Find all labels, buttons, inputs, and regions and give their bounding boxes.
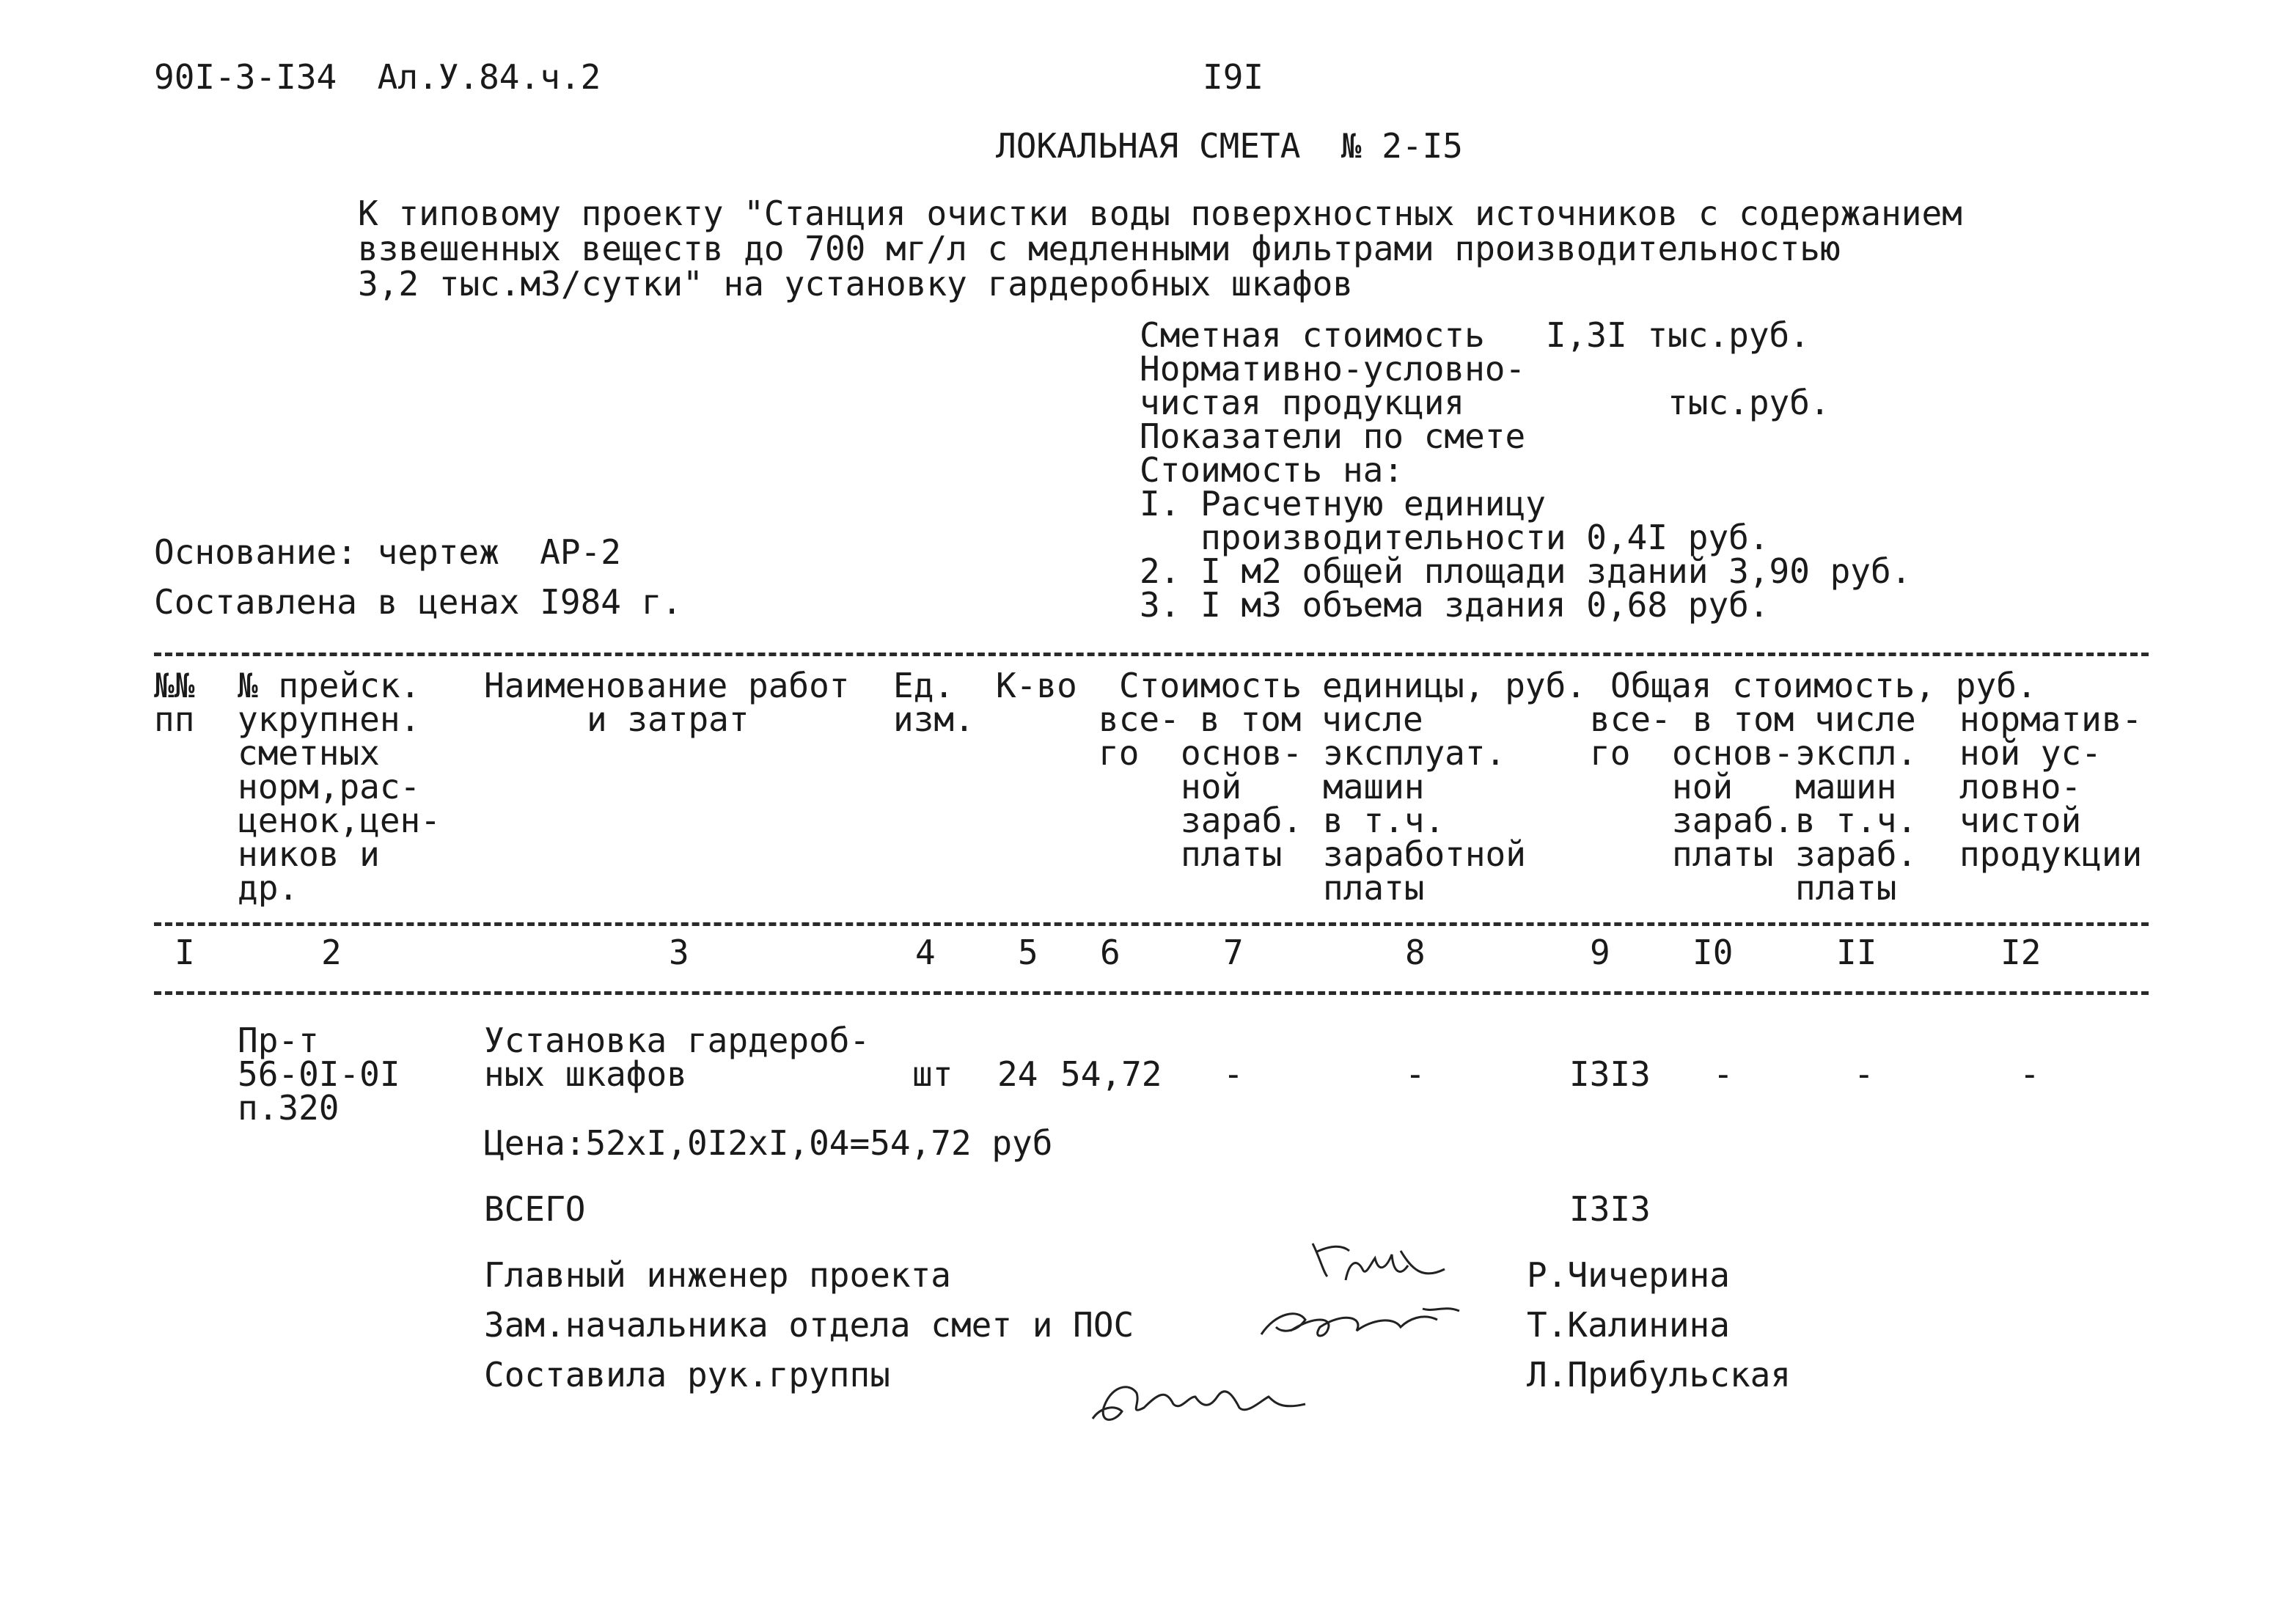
handwritten-signature-2 <box>1254 1298 1474 1349</box>
basis-drawing: Основание: чертеж АР-2 <box>154 532 621 572</box>
header-bottom-rule <box>154 922 2149 926</box>
summary-line: производительности 0,4I руб. <box>1140 518 1769 557</box>
total-label: ВСЕГО <box>484 1189 586 1229</box>
row-unit: шт <box>912 1054 953 1094</box>
header-col2: укрупнен. <box>238 699 421 739</box>
header-col2: ценок,цен- <box>238 801 441 840</box>
header-total-machines: экспл. <box>1795 733 1918 773</box>
handwritten-signature-1 <box>1305 1236 1452 1295</box>
header-col3: и затрат <box>587 699 749 739</box>
header-col1: №№ <box>154 666 195 705</box>
summary-line: 2. I м2 общей площади зданий 3,90 руб. <box>1140 551 1912 591</box>
document-code: 90I-3-I34 Ал.У.84.ч.2 <box>154 57 601 97</box>
document-title: ЛОКАЛЬНАЯ СМЕТА № 2-I5 <box>996 126 1463 166</box>
header-normative: норматив- <box>1959 699 2143 739</box>
header-total-wages: ной <box>1672 767 1734 806</box>
row-quantity: 24 <box>997 1054 1038 1094</box>
row-code: Пр-т <box>238 1021 319 1060</box>
column-number: 7 <box>1223 933 1244 972</box>
header-col2: ников и <box>238 834 380 874</box>
column-number: 4 <box>915 933 936 972</box>
header-unit-wages: ной <box>1181 767 1242 806</box>
header-col2: норм,рас- <box>238 767 421 806</box>
header-col2: др. <box>238 868 299 908</box>
column-number: 9 <box>1590 933 1610 972</box>
header-unit-wages: платы <box>1181 834 1283 874</box>
column-number: I <box>175 933 195 972</box>
header-col1: пп <box>154 699 195 739</box>
row-name: ных шкафов <box>484 1054 687 1094</box>
column-number: 3 <box>669 933 689 972</box>
header-unit-wages: зараб. <box>1181 801 1303 840</box>
header-total-incl: в том числе <box>1692 699 1916 739</box>
header-unit-incl: в том числе <box>1200 699 1423 739</box>
header-normative: ловно- <box>1959 767 2082 806</box>
header-unit-machines: в т.ч. <box>1323 801 1445 840</box>
header-total-total: все- <box>1590 699 1671 739</box>
numbers-bottom-rule <box>154 991 2149 995</box>
header-total-cost: Общая стоимость, руб. <box>1610 666 2037 705</box>
column-number: I0 <box>1692 933 1734 972</box>
row-normative: - <box>2020 1054 2040 1094</box>
row-unit-machines: - <box>1405 1054 1426 1094</box>
header-unit-total: го <box>1099 733 1140 773</box>
column-number: 8 <box>1405 933 1426 972</box>
handwritten-signature-3 <box>1085 1364 1320 1430</box>
header-total-total: го <box>1590 733 1631 773</box>
row-code: п.320 <box>238 1088 340 1128</box>
summary-line: Стоимость на: <box>1140 450 1404 490</box>
summary-line: Сметная стоимость I,3I тыс.руб. <box>1140 315 1810 355</box>
column-number: 5 <box>1018 933 1038 972</box>
header-col3: Наименование работ <box>484 666 850 705</box>
column-number: I2 <box>2000 933 2042 972</box>
summary-line: Нормативно-условно- <box>1140 349 1526 389</box>
header-total-machines: зараб. <box>1795 834 1918 874</box>
summary-line: I. Расчетную единицу <box>1140 484 1546 523</box>
signature-role: Составила рук.группы <box>484 1355 890 1395</box>
row-total-machines: - <box>1854 1054 1874 1094</box>
row-total-wages: - <box>1713 1054 1734 1094</box>
row-unit-total: 54,72 <box>1060 1054 1162 1094</box>
header-unit-cost: Стоимость единицы, руб. <box>1119 666 1586 705</box>
page-number: I9I <box>1203 57 1264 97</box>
basis-prices: Составлена в ценах I984 г. <box>154 582 683 622</box>
row-code: 56-0I-0I <box>238 1054 400 1094</box>
column-number: II <box>1836 933 1877 972</box>
row-total: I3I3 <box>1569 1054 1651 1094</box>
header-col2: сметных <box>238 733 380 773</box>
header-unit-machines: эксплуат. <box>1323 733 1506 773</box>
price-formula: Цена:52хI,0I2хI,04=54,72 руб <box>484 1123 1053 1163</box>
row-name: Установка гардероб- <box>484 1021 870 1060</box>
header-unit-machines: заработной <box>1323 834 1526 874</box>
header-total-wages: зараб. <box>1672 801 1794 840</box>
header-total-machines: в т.ч. <box>1795 801 1918 840</box>
signature-name: Р.Чичерина <box>1527 1255 1730 1295</box>
header-unit-total: все- <box>1099 699 1180 739</box>
header-total-machines: платы <box>1795 868 1897 908</box>
signature-name: Т.Калинина <box>1527 1305 1730 1345</box>
total-value: I3I3 <box>1569 1189 1651 1229</box>
header-unit-machines: машин <box>1323 767 1425 806</box>
summary-line: чистая продукция тыс.руб. <box>1140 383 1830 422</box>
header-normative: чистой <box>1959 801 2082 840</box>
column-number: 6 <box>1100 933 1121 972</box>
header-total-wages: платы <box>1672 834 1774 874</box>
header-col4: Ед. <box>893 666 955 705</box>
table-top-rule <box>154 653 2149 656</box>
intro-line-1: К типовому проекту "Станция очистки воды поверхностных источников с содержанием <box>358 194 1962 233</box>
header-normative: ной ус- <box>1959 733 2102 773</box>
header-col2: № прейск. <box>238 666 421 705</box>
intro-line-3: 3,2 тыс.м3/сутки" на установку гардеробных шкафов <box>358 264 1354 304</box>
intro-line-2: взвешенных веществ до 700 мг/л с медленными фильтрами производительностью <box>358 229 1841 268</box>
header-normative: продукции <box>1959 834 2143 874</box>
column-number: 2 <box>321 933 342 972</box>
signature-role: Зам.начальника отдела смет и ПОС <box>484 1305 1134 1345</box>
row-unit-wages: - <box>1223 1054 1244 1094</box>
summary-line: Показатели по смете <box>1140 416 1526 456</box>
header-unit-machines: платы <box>1323 868 1425 908</box>
header-total-machines: машин <box>1795 767 1897 806</box>
header-total-wages: основ- <box>1672 733 1794 773</box>
signature-name: Л.Прибульская <box>1527 1355 1791 1395</box>
signature-role: Главный инженер проекта <box>484 1255 951 1295</box>
summary-line: 3. I м3 объема здания 0,68 руб. <box>1140 585 1769 625</box>
header-col4: изм. <box>893 699 975 739</box>
header-col5: К-во <box>996 666 1077 705</box>
header-unit-wages: основ- <box>1181 733 1303 773</box>
